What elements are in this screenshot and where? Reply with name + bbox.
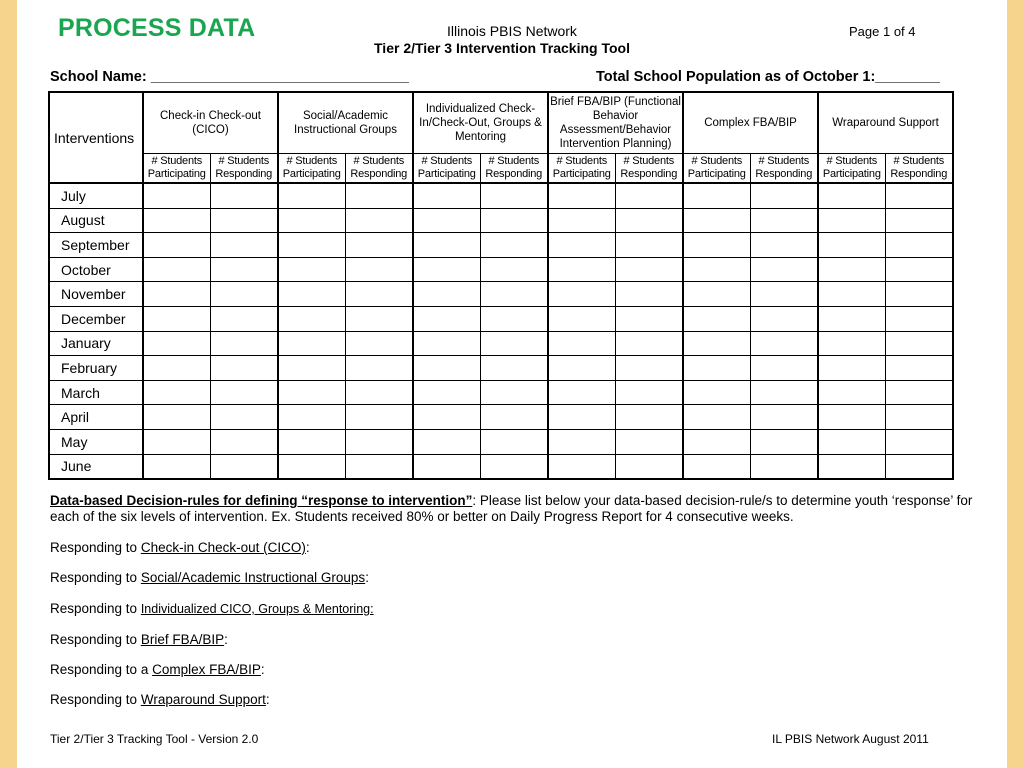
responding-individualized[interactable] xyxy=(50,601,374,617)
participating-cell[interactable] xyxy=(143,405,210,430)
students-participating-header: # Students Participating xyxy=(413,154,480,184)
participating-cell[interactable] xyxy=(413,306,480,331)
responding-cell[interactable] xyxy=(615,233,683,258)
participating-cell[interactable] xyxy=(413,257,480,282)
responding-cell[interactable] xyxy=(345,233,413,258)
participating-cell[interactable] xyxy=(548,257,615,282)
responding-cell[interactable] xyxy=(480,380,548,405)
responding-cell[interactable] xyxy=(885,183,953,208)
responding-prefix: Responding to a xyxy=(50,662,153,677)
participating-cell[interactable] xyxy=(278,380,345,405)
intervention-header-individualized: Individualized Check-In/Check-Out, Groups & Mentoring xyxy=(413,92,548,154)
responding-cell[interactable] xyxy=(210,380,278,405)
responding-cell[interactable] xyxy=(750,306,818,331)
responding-cell[interactable] xyxy=(345,208,413,233)
students-responding-header: # Students Responding xyxy=(615,154,683,184)
participating-cell[interactable] xyxy=(683,454,750,479)
responding-cell[interactable] xyxy=(480,306,548,331)
responding-cell[interactable] xyxy=(210,356,278,381)
responding-cell[interactable] xyxy=(615,405,683,430)
responding-prefix: Responding to xyxy=(50,692,141,707)
students-participating-header: # Students Participating xyxy=(683,154,750,184)
footer-version: Tier 2/Tier 3 Tracking Tool - Version 2.0 xyxy=(50,732,259,746)
responding-cell[interactable] xyxy=(750,454,818,479)
responding-cell[interactable] xyxy=(210,183,278,208)
table-row xyxy=(49,282,953,307)
responding-cell[interactable] xyxy=(345,429,413,454)
responding-cell[interactable] xyxy=(885,331,953,356)
month-label: September xyxy=(49,233,143,258)
responding-cell[interactable] xyxy=(615,257,683,282)
responding-cell[interactable] xyxy=(345,257,413,282)
responding-cico[interactable]: Responding to Check-in Check-out (CICO): xyxy=(50,540,310,555)
responding-cell[interactable] xyxy=(345,331,413,356)
responding-target-cico: Check-in Check-out (CICO) xyxy=(140,540,306,555)
responding-cell[interactable] xyxy=(885,257,953,282)
responding-cell[interactable] xyxy=(210,257,278,282)
document-page xyxy=(17,0,1007,768)
responding-brief-fba[interactable]: Responding to Brief FBA/BIP: xyxy=(50,632,228,647)
responding-cell[interactable] xyxy=(210,331,278,356)
responding-cell[interactable] xyxy=(750,356,818,381)
participating-cell[interactable] xyxy=(683,380,750,405)
participating-cell[interactable] xyxy=(683,429,750,454)
intervention-tracking-table xyxy=(48,91,954,480)
month-label: March xyxy=(49,380,143,405)
month-label: February xyxy=(49,356,143,381)
table-row xyxy=(49,429,953,454)
participating-cell[interactable] xyxy=(548,380,615,405)
school-population-field[interactable]: Total School Population as of October 1:________ xyxy=(596,69,940,85)
responding-cell[interactable] xyxy=(480,183,548,208)
participating-cell[interactable] xyxy=(413,183,480,208)
responding-cell[interactable] xyxy=(750,183,818,208)
responding-cell[interactable] xyxy=(480,454,548,479)
participating-cell[interactable] xyxy=(818,306,885,331)
responding-cell[interactable] xyxy=(615,282,683,307)
responding-cell[interactable] xyxy=(615,306,683,331)
participating-cell[interactable] xyxy=(818,331,885,356)
participating-cell[interactable] xyxy=(278,356,345,381)
table-row xyxy=(49,306,953,331)
participating-cell[interactable] xyxy=(143,233,210,258)
participating-cell[interactable] xyxy=(278,233,345,258)
students-responding-header: # Students Responding xyxy=(345,154,413,184)
responding-cell[interactable] xyxy=(210,429,278,454)
participating-cell[interactable] xyxy=(143,183,210,208)
participating-cell[interactable] xyxy=(818,257,885,282)
participating-cell[interactable] xyxy=(278,306,345,331)
students-responding-header: # Students Responding xyxy=(480,154,548,184)
participating-cell[interactable] xyxy=(413,208,480,233)
responding-target-brief-fba: Brief FBA/BIP xyxy=(140,632,225,647)
table-row xyxy=(49,257,953,282)
responding-cell[interactable] xyxy=(615,183,683,208)
responding-cell[interactable] xyxy=(885,233,953,258)
participating-cell[interactable] xyxy=(413,405,480,430)
responding-cell[interactable] xyxy=(210,405,278,430)
participating-cell[interactable] xyxy=(143,306,210,331)
participating-cell[interactable] xyxy=(548,183,615,208)
month-label: May xyxy=(49,429,143,454)
participating-cell[interactable] xyxy=(278,282,345,307)
participating-cell[interactable] xyxy=(278,405,345,430)
participating-cell[interactable] xyxy=(143,454,210,479)
month-label: January xyxy=(49,331,143,356)
participating-cell[interactable] xyxy=(548,282,615,307)
students-participating-header: # Students Participating xyxy=(143,154,210,184)
responding-wraparound[interactable]: Responding to Wraparound Support: xyxy=(50,692,270,707)
participating-cell[interactable] xyxy=(683,306,750,331)
month-label: August xyxy=(49,208,143,233)
participating-cell[interactable] xyxy=(818,429,885,454)
responding-cell[interactable] xyxy=(480,257,548,282)
participating-cell[interactable] xyxy=(143,331,210,356)
responding-cell[interactable] xyxy=(615,429,683,454)
responding-social-academic[interactable]: Responding to Social/Academic Instructional Groups: xyxy=(50,570,369,585)
students-responding-header: # Students Responding xyxy=(885,154,953,184)
participating-cell[interactable] xyxy=(278,454,345,479)
participating-cell[interactable] xyxy=(818,454,885,479)
participating-cell[interactable] xyxy=(683,282,750,307)
responding-cell[interactable] xyxy=(750,257,818,282)
responding-cell[interactable] xyxy=(480,331,548,356)
responding-cell[interactable] xyxy=(885,208,953,233)
participating-cell[interactable] xyxy=(413,233,480,258)
table-row xyxy=(49,183,953,208)
participating-cell[interactable] xyxy=(143,380,210,405)
responding-cell[interactable] xyxy=(615,331,683,356)
participating-cell[interactable] xyxy=(548,405,615,430)
responding-cell[interactable] xyxy=(345,282,413,307)
responding-prefix: Responding to xyxy=(50,540,141,555)
responding-cell[interactable] xyxy=(210,282,278,307)
intervention-header-social-academic: Social/Academic Instructional Groups xyxy=(278,92,413,154)
responding-cell[interactable] xyxy=(210,208,278,233)
slide-title: PROCESS DATA xyxy=(58,14,256,42)
participating-cell[interactable] xyxy=(683,405,750,430)
responding-cell[interactable] xyxy=(480,429,548,454)
table-row xyxy=(49,380,953,405)
participating-cell[interactable] xyxy=(818,233,885,258)
students-responding-header: # Students Responding xyxy=(210,154,278,184)
document-title: Tier 2/Tier 3 Intervention Tracking Tool xyxy=(374,40,630,56)
participating-cell[interactable] xyxy=(413,356,480,381)
responding-cell[interactable] xyxy=(885,454,953,479)
responding-cell[interactable] xyxy=(885,306,953,331)
decision-rules-body: : Please list below your data-based decision-rule/s to determine youth ‘response’ for each of the six levels of intervention. Ex. Students received 80% or better on Daily Progress Report for 4 consecutive weeks. xyxy=(50,493,973,524)
participating-cell[interactable] xyxy=(683,183,750,208)
participating-cell[interactable] xyxy=(818,405,885,430)
responding-cell[interactable] xyxy=(480,282,548,307)
table-row xyxy=(49,331,953,356)
participating-cell[interactable] xyxy=(413,429,480,454)
responding-cell[interactable] xyxy=(480,405,548,430)
table-row xyxy=(49,454,953,479)
table-row xyxy=(49,208,953,233)
participating-cell[interactable] xyxy=(548,233,615,258)
responding-prefix: Responding to xyxy=(50,570,141,585)
participating-cell[interactable] xyxy=(413,454,480,479)
responding-cell[interactable] xyxy=(345,405,413,430)
students-participating-header: # Students Participating xyxy=(818,154,885,184)
responding-cell[interactable] xyxy=(885,405,953,430)
responding-cell[interactable] xyxy=(885,356,953,381)
school-name-field[interactable]: School Name: ________________________________ xyxy=(50,69,409,85)
responding-cell[interactable] xyxy=(210,306,278,331)
decision-rules-heading: Data-based Decision-rules for defining “response to intervention” xyxy=(50,493,473,508)
responding-cell[interactable] xyxy=(615,454,683,479)
intervention-header-brief-fba: Brief FBA/BIP (Functional Behavior Assessment/Behavior Intervention Planning) xyxy=(548,92,683,154)
students-participating-header: # Students Participating xyxy=(548,154,615,184)
responding-cell[interactable] xyxy=(480,208,548,233)
participating-cell[interactable] xyxy=(818,380,885,405)
responding-target-complex-fba: Complex FBA/BIP xyxy=(152,662,261,677)
month-label: July xyxy=(49,183,143,208)
participating-cell[interactable] xyxy=(143,257,210,282)
participating-cell[interactable] xyxy=(143,356,210,381)
participating-cell[interactable] xyxy=(548,331,615,356)
responding-cell[interactable] xyxy=(750,380,818,405)
participating-cell[interactable] xyxy=(143,429,210,454)
month-label: June xyxy=(49,454,143,479)
footer-network-date: IL PBIS Network August 2011 xyxy=(772,732,929,746)
participating-cell[interactable] xyxy=(413,282,480,307)
participating-cell[interactable] xyxy=(548,429,615,454)
table-row xyxy=(49,233,953,258)
responding-cell[interactable] xyxy=(345,454,413,479)
participating-cell[interactable] xyxy=(818,208,885,233)
responding-cell[interactable] xyxy=(750,282,818,307)
participating-cell[interactable] xyxy=(278,429,345,454)
participating-cell[interactable] xyxy=(278,331,345,356)
responding-prefix: Responding to xyxy=(50,601,141,616)
participating-cell[interactable] xyxy=(143,208,210,233)
responding-cell[interactable] xyxy=(345,183,413,208)
participating-cell[interactable] xyxy=(818,356,885,381)
participating-cell[interactable] xyxy=(683,356,750,381)
responding-cell[interactable] xyxy=(615,356,683,381)
page-number: Page 1 of 4 xyxy=(849,24,916,39)
responding-cell[interactable] xyxy=(210,233,278,258)
intervention-header-wraparound: Wraparound Support xyxy=(818,92,953,154)
participating-cell[interactable] xyxy=(683,257,750,282)
month-label: November xyxy=(49,282,143,307)
participating-cell[interactable] xyxy=(683,331,750,356)
responding-cell[interactable] xyxy=(750,208,818,233)
month-label: December xyxy=(49,306,143,331)
responding-target-individualized: Individualized CICO, Groups & Mentoring: xyxy=(140,602,374,616)
month-label: April xyxy=(49,405,143,430)
intervention-header-cico: Check-in Check-out (CICO) xyxy=(143,92,278,154)
responding-cell[interactable] xyxy=(750,331,818,356)
table-row xyxy=(49,405,953,430)
students-responding-header: # Students Responding xyxy=(750,154,818,184)
participating-cell[interactable] xyxy=(683,233,750,258)
participating-cell[interactable] xyxy=(278,257,345,282)
responding-cell[interactable] xyxy=(750,429,818,454)
participating-cell[interactable] xyxy=(278,183,345,208)
participating-cell[interactable] xyxy=(548,454,615,479)
students-participating-header: # Students Participating xyxy=(278,154,345,184)
participating-cell[interactable] xyxy=(818,282,885,307)
participating-cell[interactable] xyxy=(683,208,750,233)
responding-target-social-academic: Social/Academic Instructional Groups xyxy=(140,570,366,585)
responding-cell[interactable] xyxy=(750,405,818,430)
participating-cell[interactable] xyxy=(143,282,210,307)
participating-cell[interactable] xyxy=(548,208,615,233)
participating-cell[interactable] xyxy=(413,380,480,405)
responding-cell[interactable] xyxy=(345,356,413,381)
month-label: October xyxy=(49,257,143,282)
responding-cell[interactable] xyxy=(885,282,953,307)
responding-cell[interactable] xyxy=(885,429,953,454)
responding-complex-fba[interactable]: Responding to a Complex FBA/BIP: xyxy=(50,662,265,677)
responding-cell[interactable] xyxy=(480,356,548,381)
participating-cell[interactable] xyxy=(548,306,615,331)
responding-cell[interactable] xyxy=(345,380,413,405)
table-row xyxy=(49,356,953,381)
responding-cell[interactable] xyxy=(885,380,953,405)
responding-cell[interactable] xyxy=(750,233,818,258)
responding-target-wraparound: Wraparound Support xyxy=(140,692,266,707)
organization-name: Illinois PBIS Network xyxy=(447,23,577,39)
responding-cell[interactable] xyxy=(480,233,548,258)
intervention-header-complex-fba: Complex FBA/BIP xyxy=(683,92,818,154)
participating-cell[interactable] xyxy=(278,208,345,233)
decision-rules-paragraph xyxy=(50,493,980,525)
participating-cell[interactable] xyxy=(413,331,480,356)
participating-cell[interactable] xyxy=(548,356,615,381)
interventions-header: Interventions xyxy=(49,92,143,183)
responding-cell[interactable] xyxy=(615,380,683,405)
participating-cell[interactable] xyxy=(818,183,885,208)
responding-cell[interactable] xyxy=(210,454,278,479)
responding-prefix: Responding to xyxy=(50,632,141,647)
responding-cell[interactable] xyxy=(345,306,413,331)
responding-cell[interactable] xyxy=(615,208,683,233)
